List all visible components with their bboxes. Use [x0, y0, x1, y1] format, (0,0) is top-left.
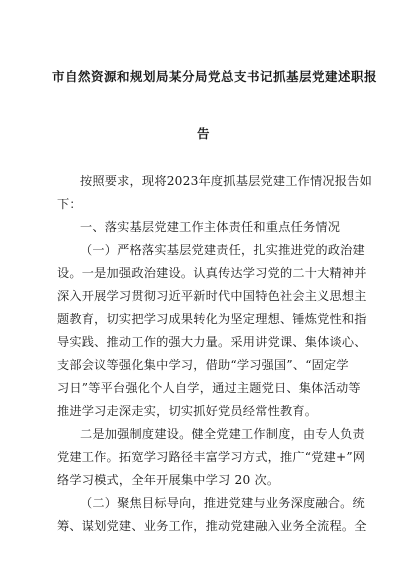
document-title-line-2: 告	[197, 126, 211, 141]
section-heading: 一、落实基层党建工作主体责任和重点任务情况	[80, 220, 341, 234]
body-line: 导实践、推动工作的强大力量。采用讲党课、集体谈心、	[57, 335, 367, 349]
body-line: 题教育，切实把学习成果转化为坚定理想、锤炼党性和指	[57, 312, 367, 326]
body-line: 支部会议等强化集中学习，借助“学习强国”、“固定学	[57, 358, 349, 372]
body-line: 按照要求，现将2023年度抓基层党建工作情况报告如	[80, 174, 372, 188]
body-line: 筹、谋划党建、业务工作，推动党建融入业务全流程。全	[57, 519, 367, 533]
body-line: 推进学习走深走实，切实抓好党员经常性教育。	[57, 404, 318, 418]
body-line: （一）严格落实基层党建责任，扎实推进党的政治建	[80, 243, 365, 257]
body-line: 党建工作。拓宽学习路径丰富学习方式，推广“党建+”网	[57, 450, 366, 464]
body-line: 习日”等平台强化个人自学，通过主题党日、集体活动等	[57, 381, 361, 395]
body-line: 设。一是加强政治建设。认真传达学习党的二十大精神并	[57, 266, 367, 280]
body-line: （二）聚焦目标导向，推进党建与业务深度融合。统	[80, 496, 365, 510]
body-line: 下：	[57, 197, 82, 211]
body-line: 深入开展学习贯彻习近平新时代中国特色社会主义思想主	[57, 289, 367, 303]
document-title-line-1: 市自然资源和规划局某分局党总支书记抓基层党建述职报	[52, 69, 378, 84]
body-line: 二是加强制度建设。健全党建工作制度，由专人负责	[80, 427, 365, 441]
body-line: 络学习模式，全年开展集中学习 20 次。	[57, 473, 280, 487]
